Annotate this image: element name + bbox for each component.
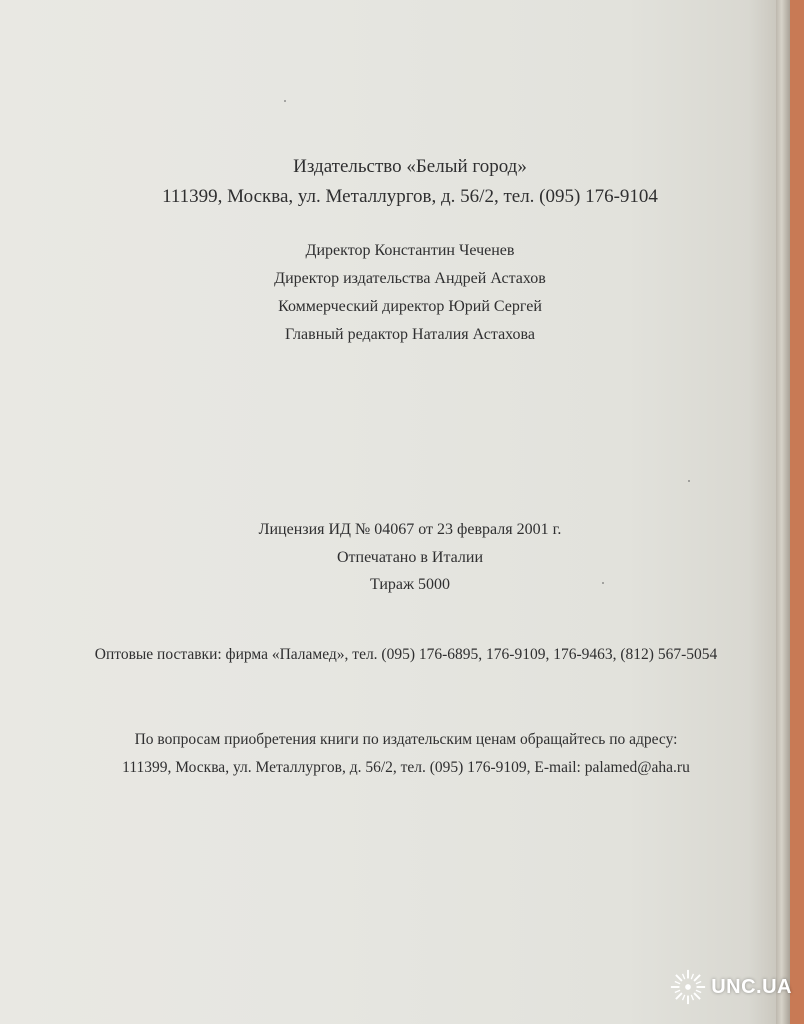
watermark bbox=[669, 968, 792, 1006]
printed-line: Отпечатано в Италии bbox=[336, 549, 484, 566]
paper-speck bbox=[688, 480, 690, 482]
license-line: Лицензия ИД № 04067 от 23 февраля 2001 г. bbox=[258, 521, 562, 538]
staff-publishing-director: Директор издательства Андрей Астахов bbox=[274, 270, 546, 287]
publisher-name: Издательство «Белый город» bbox=[293, 156, 527, 177]
circulation-line: Тираж 5000 bbox=[369, 576, 451, 593]
purchase-line-1: По вопросам приобретения книги по издательским ценам обращайтесь по адресу: bbox=[134, 731, 678, 748]
staff-commercial-director: Коммерческий директор Юрий Сергей bbox=[278, 298, 542, 315]
staff-chief-editor: Главный редактор Наталия Астахова bbox=[285, 326, 535, 343]
staff-director: Директор Константин Чеченев bbox=[305, 242, 515, 259]
sun-logo-icon bbox=[669, 968, 707, 1006]
purchase-line-2: 111399, Москва, ул. Металлургов, д. 56/2, тел. (095) 176-9109, E-mail: palamed@aha.ru bbox=[122, 759, 690, 776]
wholesale-line: Оптовые поставки: фирма «Паламед», тел. (095) 176-6895, 176-9109, 176-9463, (812) 567-5054 bbox=[94, 646, 718, 663]
watermark-text: UNC.UA bbox=[711, 975, 792, 998]
paper-speck bbox=[284, 100, 286, 102]
page-edge bbox=[776, 0, 790, 1024]
publisher-address: 111399, Москва, ул. Металлургов, д. 56/2, тел. (095) 176-9104 bbox=[162, 186, 658, 207]
